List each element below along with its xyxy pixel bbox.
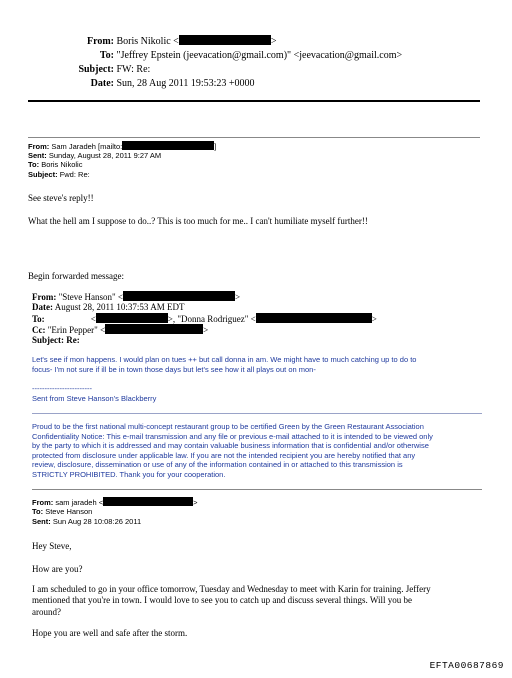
msg2-to <box>32 313 377 325</box>
msg3-question: How are you? <box>32 564 83 574</box>
msg2-cc-close: > <box>203 325 209 335</box>
msg3-to-label: To: <box>32 507 44 516</box>
msg2-from-label: From: <box>32 292 57 302</box>
msg1-sent <box>28 151 161 161</box>
msg3-sent-value: Sun Aug 28 10:08:26 2011 <box>52 517 142 526</box>
msg2-body-line1: Let's see if mon happens. I would plan on tues ++ but call donna in am. We might have to much catching up to do to <box>32 355 417 364</box>
msg1-from-value: Sam Jaradeh [mailto: <box>51 142 123 151</box>
msg1-from-close: ] <box>214 142 217 151</box>
redaction-bar <box>122 141 217 151</box>
msg2-cc-label: Cc: <box>32 325 46 335</box>
msg3-from-value: sam jaradeh < <box>55 498 104 507</box>
header-from-label: From: <box>86 36 114 47</box>
msg1-sent-label: Sent: <box>28 150 47 160</box>
msg1-from-label: From: <box>28 142 50 151</box>
msg2-sig-dashes: ------------------------ <box>32 384 92 393</box>
msg2-cc-value: "Erin Pepper" < <box>47 325 106 335</box>
msg2-cc <box>32 324 208 336</box>
redaction-bar <box>103 497 193 506</box>
redaction-bar <box>123 291 235 301</box>
msg3-paragraph <box>32 584 482 618</box>
msg1-to-label: To: <box>28 160 40 169</box>
msg3-paragraph-line: mentioned that you're in town. I would love to see you to catch up and discuss several things. Will you be <box>32 595 413 606</box>
msg2-date-value: August 28, 2011 10:37:53 AM EDT <box>54 302 185 312</box>
header-subject <box>48 63 150 76</box>
msg2-date-label: Date: <box>32 302 53 312</box>
msg2-signature: Sent from Steve Hanson's Blackberry <box>32 394 157 403</box>
header-subject-value: FW: Re: <box>116 64 151 75</box>
header-divider <box>28 100 480 102</box>
msg2-disclaimer <box>32 422 433 480</box>
header-date <box>48 77 255 90</box>
msg3-sent <box>32 517 141 527</box>
disclaimer-divider <box>32 413 482 414</box>
redaction-bar <box>96 313 168 323</box>
msg2-from-value: "Steve Hanson" < <box>58 292 123 302</box>
msg3-from-close: > <box>193 498 198 507</box>
msg2-to-label: To: <box>32 314 45 324</box>
disclaimer-line: Confidentiality Notice: This e-mail transmission and any file or previous e-mail attached to it is intended to be viewed only <box>32 431 433 441</box>
msg2-to-close: > <box>371 314 377 324</box>
disclaimer-line: by the party to which it is addressed and may contain valuable business information that is confidential and/or otherwise <box>32 441 429 451</box>
msg2-body <box>32 355 416 374</box>
msg1-line1: See steve's reply!! <box>28 193 94 203</box>
header-to-label: To: <box>99 50 114 61</box>
msg1-to-value: Boris Nikolic <box>41 160 83 169</box>
msg3-from <box>32 497 197 508</box>
msg3-closing: Hope you are well and safe after the storm. <box>32 628 188 638</box>
msg1-divider <box>28 137 480 138</box>
header-to-value: "Jeffrey Epstein (jeevacation@gmail.com)" <jeevacation@gmail.com> <box>116 50 403 61</box>
header-to <box>48 49 402 62</box>
msg2-from-close: > <box>235 292 241 302</box>
msg2-from <box>32 291 240 303</box>
msg1-subject-label: Subject: <box>28 169 58 179</box>
header-date-label: Date: <box>90 78 114 89</box>
msg3-paragraph-line: I am scheduled to go in your office tomorrow, Tuesday and Wednesday to meet with Karin for training. Jeffery <box>32 584 431 594</box>
msg3-to <box>32 507 92 517</box>
header-date-value: Sun, 28 Aug 2011 19:53:23 +0000 <box>116 78 255 89</box>
forward-note: Begin forwarded message: <box>28 271 124 281</box>
msg1-subject <box>28 170 90 180</box>
bates-number: EFTA00687869 <box>429 660 504 671</box>
msg3-from-label: From: <box>32 498 54 507</box>
header-from-close: > <box>270 36 277 47</box>
msg1-to <box>28 160 82 170</box>
msg3-sent-label: Sent: <box>32 517 51 526</box>
msg2-to-mid: >, "Donna Rodriguez" < <box>167 314 256 324</box>
msg2-subject <box>32 335 80 346</box>
disclaimer-line: protected from disclosure under applicable law. If you are not the intended recipient you are hereby notified that any <box>32 450 416 460</box>
msg3-divider <box>32 489 482 490</box>
msg3-greeting: Hey Steve, <box>32 541 72 551</box>
header-from-value: Boris Nikolic < <box>116 36 179 47</box>
msg2-body-line2: focus- I'm not sure if ill be in town those days but let's see how it all plays out on mon- <box>32 364 316 374</box>
msg1-subject-value: Fwd: Re: <box>59 169 90 179</box>
msg3-paragraph-line: around? <box>32 606 61 617</box>
disclaimer-line: review, disclosure, dissemination or use of any of the information contained in or attached to this transmission is <box>32 460 403 470</box>
msg2-to-open: < <box>90 314 96 324</box>
msg2-date <box>32 302 184 313</box>
header-from <box>48 35 276 48</box>
msg1-sent-value: Sunday, August 28, 2011 9:27 AM <box>48 150 162 160</box>
header-subject-label: Subject: <box>78 64 114 75</box>
msg2-subject-label: Subject: <box>32 335 64 345</box>
msg3-to-value: Steve Hanson <box>45 507 93 516</box>
msg1-line2: What the hell am I suppose to do..? This is too much for me.. I can't humiliate myself further!! <box>28 216 368 226</box>
redaction-bar <box>256 313 372 323</box>
redaction-bar <box>179 35 271 45</box>
redaction-bar <box>105 324 203 334</box>
disclaimer-line: STRICTLY PROHIBITED. Thank you for your cooperation. <box>32 469 226 479</box>
msg2-subject-value: Re: <box>66 335 80 345</box>
disclaimer-line: Proud to be the first national multi-concept restaurant group to be certified Green by the Green Restaurant Association <box>32 422 424 431</box>
